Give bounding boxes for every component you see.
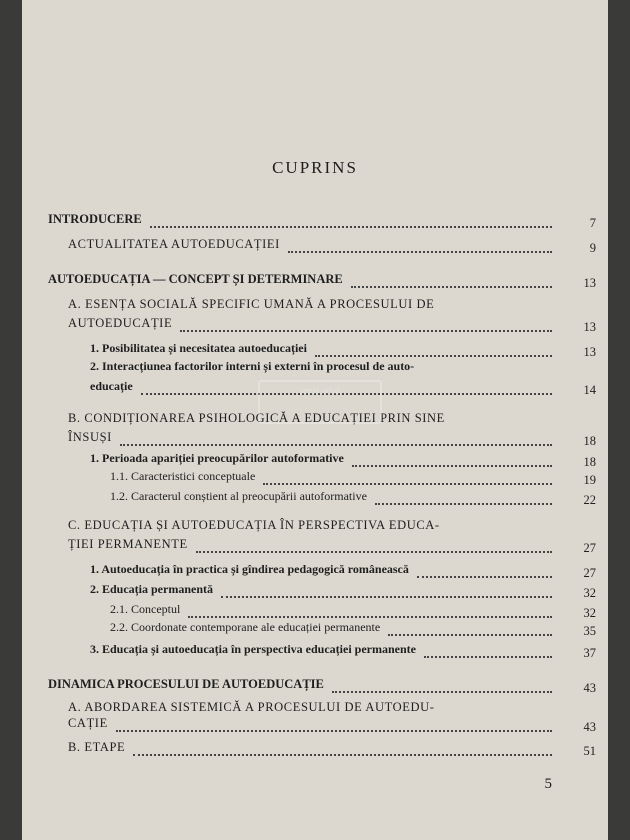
toc-page-number: 14 xyxy=(583,383,596,397)
toc-entry-title: CAȚIE xyxy=(68,716,108,730)
toc-entry xyxy=(90,451,558,471)
toc-page-number: 43 xyxy=(583,681,596,695)
toc-page-number: 32 xyxy=(583,606,596,620)
toc-entry-title: 2.1. Conceptul xyxy=(110,602,181,616)
toc-entry xyxy=(68,518,558,538)
toc-entry-title: 1. Autoeducația în practica și gîndirea pedagogică românească xyxy=(90,562,409,576)
toc-entry-title: 3. Educația și autoeducația în perspectiva educației permanente xyxy=(90,642,416,656)
toc-entry xyxy=(90,562,558,582)
toc-entry xyxy=(90,359,558,379)
toc-entry xyxy=(90,642,558,662)
toc-leader-dots xyxy=(196,537,552,553)
toc-page-number: 13 xyxy=(583,320,596,334)
toc-leader-dots xyxy=(351,272,552,288)
toc-page-number: 51 xyxy=(583,744,596,758)
toc-page-number: 32 xyxy=(583,586,596,600)
toc-leader-dots xyxy=(375,489,552,505)
toc-leader-dots xyxy=(352,451,552,467)
toc-leader-dots xyxy=(120,430,552,446)
toc-page-number: 27 xyxy=(583,566,596,580)
toc-leader-dots xyxy=(315,341,552,357)
toc-leader-dots xyxy=(150,212,552,228)
toc-entry-title: ÎNSUȘI xyxy=(68,430,112,444)
page-number: 5 xyxy=(544,776,552,792)
toc-entry xyxy=(68,716,558,736)
toc-entry xyxy=(90,582,558,602)
toc-entry xyxy=(110,602,558,622)
toc-entry xyxy=(48,677,558,697)
toc-leader-dots xyxy=(180,316,552,332)
toc-entry-title: B. CONDIȚIONAREA PSIHOLOGICĂ A EDUCAȚIEI PRIN SINE xyxy=(68,411,445,425)
toc-leader-dots xyxy=(388,620,552,636)
toc-entry-title: 2.2. Coordonate contemporane ale educației permanente xyxy=(110,620,381,634)
book-page xyxy=(22,0,608,840)
toc-entry xyxy=(68,297,558,317)
toc-page-number: 37 xyxy=(583,646,596,660)
toc-entry-title: AUTOEDUCAȚIE xyxy=(68,316,173,330)
toc-entry-title: C. EDUCAȚIA ȘI AUTOEDUCAȚIA ÎN PERSPECTIVA EDUCA- xyxy=(68,518,440,532)
toc-page-number: 43 xyxy=(583,720,596,734)
toc-entry xyxy=(90,341,558,361)
toc-entry-title: AUTOEDUCAȚIA — CONCEPT ȘI DETERMINARE xyxy=(48,272,343,286)
toc-page-number: 13 xyxy=(583,276,596,290)
toc-entry xyxy=(68,316,558,336)
toc-entry-title: 1.2. Caracterul conștient al preocupării autoformative xyxy=(110,489,367,503)
toc-entry-title: 2. Interacțiunea factorilor interni și externi în procesul de auto- xyxy=(90,359,415,373)
toc-leader-dots xyxy=(332,677,552,693)
toc-entry-title: ACTUALITATEA AUTOEDUCAȚIEI xyxy=(68,237,280,251)
toc-entry xyxy=(110,620,558,640)
toc-leader-dots xyxy=(221,582,552,598)
page-title: CUPRINS xyxy=(272,158,358,177)
toc-page-number: 18 xyxy=(583,434,596,448)
toc-page-number: 7 xyxy=(589,216,596,230)
toc-page-number: 9 xyxy=(589,241,596,255)
toc-entry-title: 1. Posibilitatea și necesitatea autoeducației xyxy=(90,341,307,355)
toc-page-number: 18 xyxy=(583,455,596,469)
toc-entry-title: 1. Perioada apariției preocupărilor autoformative xyxy=(90,451,344,465)
toc-entry xyxy=(110,469,558,489)
toc-page-number: 22 xyxy=(583,493,596,507)
watermark-logo: anticariat xyxy=(258,380,382,424)
toc-page-number: 19 xyxy=(583,473,596,487)
toc-leader-dots xyxy=(417,562,552,578)
toc-page-number: 13 xyxy=(583,345,596,359)
toc-entry-title: DINAMICA PROCESULUI DE AUTOEDUCAȚIE xyxy=(48,677,324,691)
toc-leader-dots xyxy=(188,602,552,618)
toc-entry xyxy=(48,272,558,292)
toc-leader-dots xyxy=(116,716,552,732)
toc-entry xyxy=(110,489,558,509)
toc-page-number: 35 xyxy=(583,624,596,638)
toc-entry xyxy=(68,430,558,450)
toc-leader-dots xyxy=(288,237,552,253)
toc-entry-title: A. ABORDAREA SISTEMICĂ A PROCESULUI DE AUTOEDU- xyxy=(68,700,435,714)
toc-entry-title: INTRODUCERE xyxy=(48,212,142,226)
toc-entry-title: B. ETAPE xyxy=(68,740,126,754)
toc-entry-title: educație xyxy=(90,379,133,393)
toc-entry xyxy=(68,537,558,557)
toc-entry-title: 2. Educația permanentă xyxy=(90,582,213,596)
toc-entry-title: ȚIEI PERMANENTE xyxy=(68,537,188,551)
toc-leader-dots xyxy=(263,469,552,485)
toc-entry xyxy=(68,237,558,257)
toc-page-number: 27 xyxy=(583,541,596,555)
toc-leader-dots xyxy=(133,740,552,756)
toc-entry xyxy=(48,212,558,232)
toc-entry-title: 1.1. Caracteristici conceptuale xyxy=(110,469,256,483)
toc-entry xyxy=(68,740,558,760)
toc-leader-dots xyxy=(424,642,552,658)
toc-entry-title: A. ESENȚA SOCIALĂ SPECIFIC UMANĂ A PROCESULUI DE xyxy=(68,297,435,311)
